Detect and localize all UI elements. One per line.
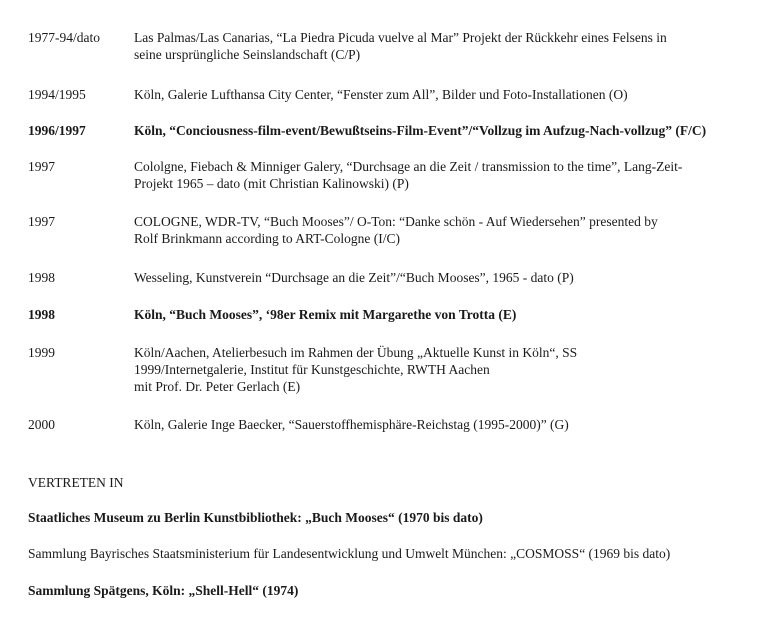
entry-line: Köln, “Buch Mooses”, ‘98er Remix mit Margarethe von Trotta (E) xyxy=(134,307,517,322)
entry-year: 1997 xyxy=(28,214,55,229)
entry-line: Köln/Aachen, Atelierbesuch im Rahmen der Übung „Aktuelle Kunst in Köln“, SS xyxy=(134,345,578,360)
entry-line: Projekt 1965 – dato (mit Christian Kalinowski) (P) xyxy=(134,176,409,191)
entry-line: Rolf Brinkmann according to ART-Cologne (I/C) xyxy=(134,231,401,246)
entry-text xyxy=(134,122,764,139)
entry-text xyxy=(134,29,764,63)
entry-line: mit Prof. Dr. Peter Gerlach (E) xyxy=(134,379,301,394)
entry-text xyxy=(134,86,764,103)
entry-text xyxy=(134,269,764,286)
entry-year: 1999 xyxy=(28,345,55,360)
entry-year: 1994/1995 xyxy=(28,87,86,102)
entry-line: COLOGNE, WDR-TV, “Buch Mooses”/ O-Ton: “Danke schön - Auf Wiedersehen” presented by xyxy=(134,214,658,229)
entry-year: 1998 xyxy=(28,270,55,285)
collection-item: Sammlung Spätgens, Köln: „Shell-Hell“ (1974) xyxy=(28,583,299,598)
entry-line: Wesseling, Kunstverein “Durchsage an die Zeit”/“Buch Mooses”, 1965 - dato (P) xyxy=(134,270,574,285)
entry-line: Köln, Galerie Lufthansa City Center, “Fenster zum All”, Bilder und Foto-Installationen (O) xyxy=(134,87,628,102)
entry-year: 2000 xyxy=(28,417,55,432)
entry-line: seine ursprüngliche Seinslandschaft (C/P) xyxy=(134,47,361,62)
entry-line: Las Palmas/Las Canarias, “La Piedra Picuda vuelve al Mar” Projekt der Rückkehr eines Felsens in xyxy=(134,30,667,45)
entry-line: 1999/Internetgalerie, Institut für Kunstgeschichte, RWTH Aachen xyxy=(134,362,490,377)
entry-text xyxy=(134,158,764,192)
entry-line: Köln, “Conciousness-film-event/Bewußtseins-Film-Event”/“Vollzug im Aufzug-Nach-vollzug” (F/C) xyxy=(134,123,707,138)
collection-item: Sammlung Bayrisches Staatsministerium für Landesentwicklung und Umwelt München: „COSMOSS“ (1969 bis dato) xyxy=(28,546,671,561)
entry-text xyxy=(134,213,764,247)
collection-item: Staatliches Museum zu Berlin Kunstbibliothek: „Buch Mooses“ (1970 bis dato) xyxy=(28,510,483,525)
entry-text xyxy=(134,344,764,395)
entry-text xyxy=(134,306,764,323)
entry-year: 1977-94/dato xyxy=(28,30,100,45)
entry-line: Köln, Galerie Inge Baecker, “Sauerstoffhemisphäre-Reichstag (1995-2000)” (G) xyxy=(134,417,569,432)
entry-year: 1997 xyxy=(28,159,55,174)
entry-line: Cololgne, Fiebach & Minniger Galery, “Durchsage an die Zeit / transmission to the time”, Lang-Zeit- xyxy=(134,159,683,174)
entry-year: 1998 xyxy=(28,307,55,322)
section-heading: VERTRETEN IN xyxy=(28,475,124,490)
entry-text xyxy=(134,416,764,433)
entry-year: 1996/1997 xyxy=(28,123,86,138)
